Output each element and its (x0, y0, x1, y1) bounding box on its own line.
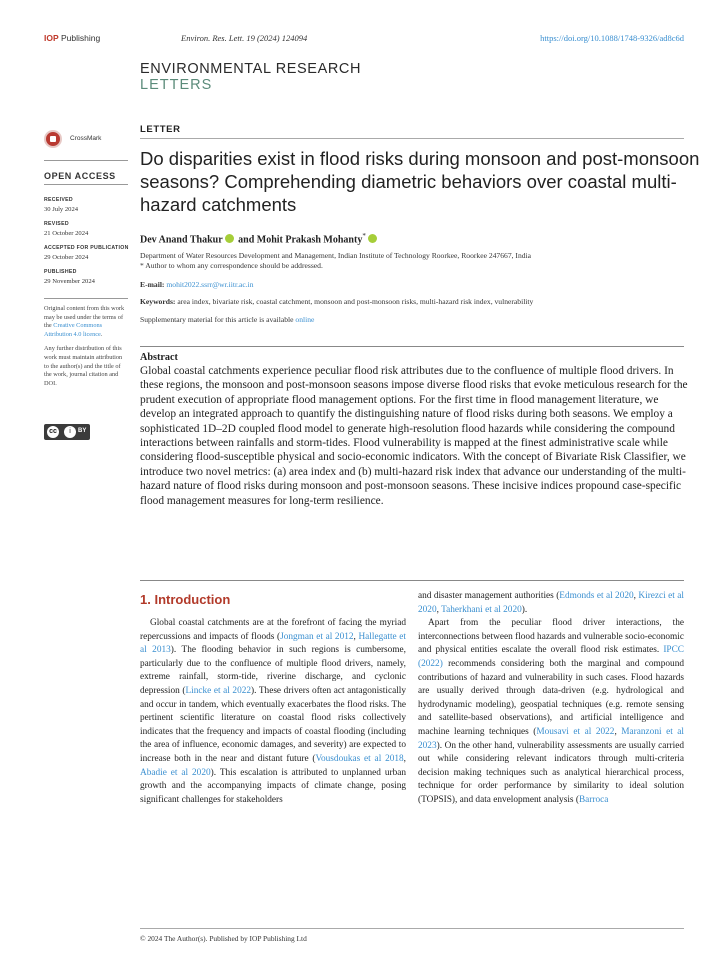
publication-dates (44, 196, 134, 292)
date-value-revised: 21 October 2024 (44, 230, 89, 237)
date-value-published: 29 November 2024 (44, 278, 95, 285)
keywords-line: Keywords: area index, bivariate risk, coastal catchment, monsoon and post-monsoon risks, multi-hazard risk index, vulnerability (140, 297, 534, 306)
corresponding-author-note: * Author to whom any correspondence should be addressed. (140, 261, 323, 270)
license-attribution-text: Any further distribution of this work must maintain attribution to the author(s) and the title of the work, journal citation and DOI. (44, 345, 123, 387)
citation-link[interactable]: Vousdoukas et al 2018 (315, 753, 404, 764)
date-value-received: 30 July 2024 (44, 206, 79, 213)
orcid-icon[interactable] (368, 234, 377, 243)
sidebar-divider (44, 184, 128, 185)
section-heading-introduction: 1. Introduction (140, 592, 231, 607)
citation-link[interactable]: Maranzoni et al 2023 (418, 726, 684, 751)
article-title: Do disparities exist in flood risks during monsoon and post-monsoon seasons? Comprehending diametric behaviors over coastal multi-hazard catchments (140, 148, 700, 215)
open-access-label: OPEN ACCESS (44, 171, 116, 181)
body-column-left (140, 617, 406, 807)
journal-brand (140, 61, 460, 93)
footer-divider (140, 928, 684, 929)
citation-link[interactable]: Lincke et al 2022 (185, 685, 252, 696)
sidebar-divider (44, 160, 128, 161)
body-paragraph: Global coastal catchments are at the forefront of facing the myriad repercussions and impacts of floods (Jongman et al 2012, Hallegatte et al 2013). The flooding behavior in such regions is cumbersome, particularly due to the confluence of multiple flood drivers, namely, extreme rainfall, storm-tide, riverine discharge, and cyclonic depression (Lincke et al 2022). These drivers often act antagonistically and occur in tandem, which eventually exacerbates the flood risks. The pertinent scientific literature on coastal flood risks collectively indicates that the frequency and impacts of coastal flooding (including the area of influence, economic damages, and severity) are expected to increase both in the near and distant future (Vousdoukas et al 2018, Abadie et al 2020). This escalation is attributed to unplanned urban growth and the accompanying impacts of climate change, posing significant challenges for stakeholders (140, 618, 407, 805)
body-paragraph: Apart from the peculiar flood driver interactions, the interconnections between flood hazards and vulnerable socio-economic and physical entities escalate the overall flood risk estimates. IPCC (2022) recommends considering both the marginal and compound contributions of hazard and vulnerability in such cases. Flood hazards are usually derived through data-driven (e.g. hydrological and hydrodynamic modeling), geospatial techniques (e.g. remote sensing and satellite-based observations), and artificial intelligence and machine learning techniques (Mousavi et al 2022, Maranzoni et al 2023). On the other hand, vulnerability assessments are usually carried out while considering relevant indicators through multi-criteria decision making techniques such as analytical hierarchical process, technique for order performance by similarity to ideal solution (TOPSIS), and data envelopment analysis (Barroca (418, 618, 684, 805)
citation-link[interactable]: Hallegatte et al 2013 (140, 631, 406, 656)
crossmark-label: CrossMark (70, 135, 102, 142)
publisher-logo: IOP Publishing (44, 33, 101, 43)
keywords-text: area index, bivariate risk, coastal catchment, monsoon and post-monsoon risks, multi-hazard risk index, vulnerability (177, 297, 534, 306)
citation-link[interactable]: Taherkhani et al 2020 (441, 604, 522, 615)
orcid-icon[interactable] (225, 234, 234, 243)
citation-link[interactable]: Barroca (578, 794, 609, 805)
cc-license-link[interactable]: Creative Commons Attribution 4.0 licence (44, 322, 103, 338)
page-header (44, 33, 684, 47)
body-paragraph: and disaster management authorities (Edmonds et al 2020, Kirezci et al 2020, Taherkhani et al 2020). (418, 591, 684, 615)
author-list: Dev Anand Thakur and Mohit Prakash Mohanty* (140, 232, 379, 245)
license-text: Original content from this work may be used under the terms of the Creative Commons Attribution 4.0 licence. (44, 305, 125, 338)
date-value-accepted: 29 October 2024 (44, 254, 89, 261)
citation-link[interactable]: Kirezci et al 2020 (418, 591, 684, 615)
citation-link[interactable]: Jongman et al 2012 (280, 631, 354, 642)
copyright-footer: © 2024 The Author(s). Published by IOP Publishing Ltd (140, 934, 307, 943)
abstract-bottom-divider (140, 580, 684, 581)
sidebar-divider (44, 298, 128, 299)
date-label-revised: REVISED (44, 221, 69, 227)
date-label-published: PUBLISHED (44, 269, 77, 275)
abstract-heading: Abstract (140, 352, 178, 363)
citation-link[interactable]: IPCC (2022) (418, 645, 684, 669)
email-line: E-mail: mohit2022.ssrr@wr.iitr.ac.in (140, 280, 254, 289)
journal-citation: Environ. Res. Lett. 19 (2024) 124094 (181, 33, 308, 43)
affiliation-text: Department of Water Resources Development and Management, Indian Institute of Technology Roorkee, Roorkee 247667, India (140, 251, 532, 260)
title-divider (140, 138, 684, 139)
doi-link[interactable]: https://doi.org/10.1088/1748-9326/ad8c6d (540, 33, 684, 43)
author-affiliation (140, 251, 690, 271)
journal-name-line1: ENVIRONMENTAL RESEARCH (140, 61, 362, 77)
citation-link[interactable]: Mousavi et al 2022 (536, 726, 615, 737)
author-name: Mohit Prakash Mohanty (256, 234, 363, 246)
supplementary-link[interactable]: online (295, 315, 315, 324)
crossmark-icon (44, 130, 62, 148)
abstract-text: Global coastal catchments experience peculiar flood risk attributes due to the confluence of multiple flood drivers. In these regions, the monsoon and post-monsoon seasons impose diverse flood risks that evoke meticulous research for the prudent execution of appropriate flood management options. For the first time in flood management literature, we develop an integrated approach to quantify the distinguishing nature of flood risks during both seasons. We employ a sophisticated 1D–2D coupled flood model to generate high-resolution flood hazards while considering the compound interactions between rainfalls and storm-tides. Flood vulnerability is mapped at the finest administrative scale while considering flood-susceptible physical and socio-economic indicators. With the concept of Bivariate Risk Classifier, we introduce two novel metrics: (a) area index and (b) multi-hazard risk index that advance our understanding of the multi-hazard nature of flood risks during monsoon and post-monsoon seasons. These incisive indices propound case-specific flood management measures for long-term resilience. (140, 365, 688, 507)
date-label-accepted: ACCEPTED FOR PUBLICATION (44, 245, 129, 251)
article-type: LETTER (140, 124, 181, 135)
cc-by-text: BY (78, 428, 87, 434)
cc-by-badge[interactable] (44, 424, 90, 440)
citation-link[interactable]: Edmonds et al 2020 (559, 591, 634, 601)
date-label-received: RECEIVED (44, 197, 73, 203)
journal-name-line2: LETTERS (140, 77, 213, 93)
attribution-icon: i (64, 426, 76, 438)
supplementary-line: Supplementary material for this article is available online (140, 315, 315, 324)
abstract-top-divider (140, 346, 684, 347)
crossmark-button[interactable] (44, 128, 144, 150)
license-statement (44, 305, 128, 394)
cc-icon: cc (47, 426, 59, 438)
author-name: Dev Anand Thakur (140, 234, 223, 246)
body-column-right (418, 590, 684, 808)
citation-link[interactable]: Abadie et al 2020 (140, 767, 211, 778)
email-link[interactable]: mohit2022.ssrr@wr.iitr.ac.in (166, 280, 254, 289)
